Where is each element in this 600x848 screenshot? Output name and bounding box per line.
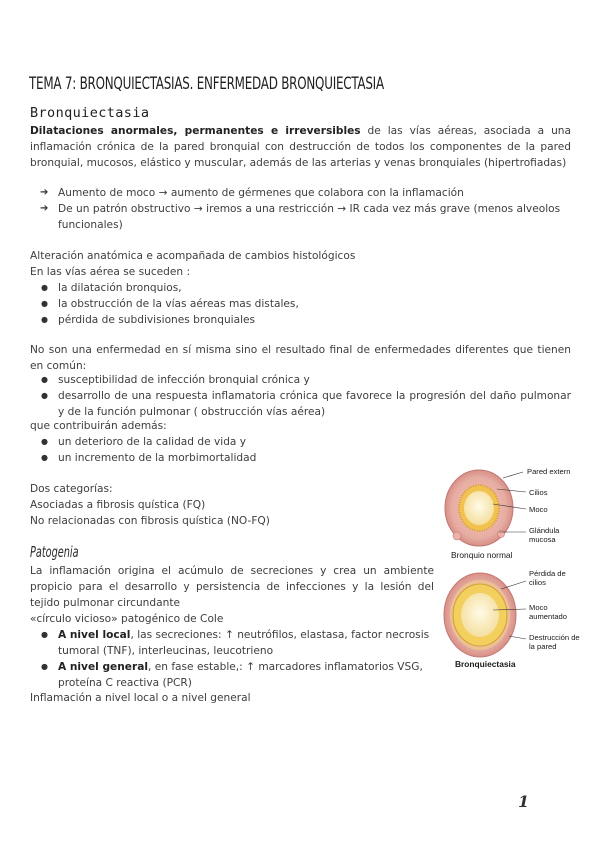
bullet-icon: ● (41, 630, 48, 639)
bullet-icon: ● (41, 662, 48, 671)
label-destruccion-pared: Destrucción de la pared (529, 633, 580, 651)
categorias-line: Dos categorías: (30, 483, 113, 495)
label-pared-externa: Pared extern (527, 467, 571, 476)
label-cilios: Cilios (529, 488, 548, 497)
normal-bronchus-drawing (445, 470, 513, 546)
arrow-list (30, 185, 575, 233)
inflamacion-line: Inflamación a nivel local o a nivel general (30, 692, 251, 704)
list-item: ● un incremento de la morbimortalidad (41, 452, 257, 464)
bronchiectasis-drawing (444, 573, 516, 657)
list-item: ● A nivel local, las secreciones: ↑ neutrófilos, elastasa, factor necrosis tumoral (TNF), interleucinas, leucotrieno (41, 629, 430, 657)
patogenia-list (30, 627, 440, 691)
label-moco: Moco (529, 505, 548, 514)
list-item: ● un deterioro de la calidad de vida y (41, 436, 247, 448)
page-title: TEMA 7: BRONQUIECTASIAS. ENFERMEDAD BRONQUIECTASIA (29, 74, 384, 94)
list-item: ➔ Aumento de moco → aumento de gérmenes que colabora con la inflamación (40, 187, 464, 199)
intro-rest: de las vías aéreas, asociada a una inflamación crónica de la pared bronquial con destrucción de todos los componentes de la pared bronquial, mucosos, elástico y muscular, además de las arterias y venas bronquiales (hipertrofiadas) (30, 125, 571, 169)
intro-paragraph (30, 123, 571, 171)
label-moco-aumentado: Moco aumentado (529, 603, 567, 621)
bullet-icon: ● (41, 453, 48, 462)
bullet-icon: ● (41, 283, 48, 292)
list-item: ➔ De un patrón obstructivo → iremos a una restricción → IR cada vez más grave (menos alveolos funcionales) (40, 203, 561, 231)
bullet-icon: ● (41, 315, 48, 324)
categoria-no-fq: No relacionadas con fibrosis quística (NO-FQ) (30, 515, 270, 527)
suceden-list (30, 280, 571, 328)
section-heading-bronquiectasia: Bronquiectasia (30, 105, 150, 121)
bullet-icon: ● (41, 375, 48, 384)
bronchus-figure (443, 464, 583, 672)
list-item: ● la dilatación bronquios, (41, 282, 182, 294)
circulo-vicioso-line: «círculo vicioso» patogénico de Cole (30, 613, 224, 625)
intro-bold: Dilataciones anormales, permanentes e irreversibles (30, 125, 361, 137)
list-item: ● susceptibilidad de infección bronquial crónica y (41, 374, 310, 386)
bullet-icon: ● (41, 391, 48, 400)
list-item: ● la obstrucción de la vías aéreas mas distales, (41, 298, 299, 310)
list-item: ● A nivel general, en fase estable,: ↑ marcadores inflamatorios VSG, proteína C reactiva (PCR) (41, 661, 423, 689)
categoria-fq: Asociadas a fibrosis quística (FQ) (30, 499, 206, 511)
list-item: ● pérdida de subdivisiones bronquiales (41, 314, 256, 326)
contribuiran-line: que contribuirán además: (30, 420, 167, 432)
alteracion-line: Alteración anatómica e acompañada de cambios histológicos (30, 250, 356, 262)
label-bronquiectasia: Bronquiectasia (455, 659, 516, 669)
patogenia-paragraph: La inflamación origina el acúmulo de secreciones y crea un ambiente propicio para el desarrollo y persistencia de infecciones y la lesión del tejido pulmonar circundante (30, 565, 434, 609)
bullet-icon: ● (41, 299, 48, 308)
label-glandula-mucosa: Glándula mucosa (529, 526, 560, 544)
section-heading-patogenia: Patogenia (30, 543, 79, 561)
arrow-icon: ➔ (40, 187, 49, 198)
label-perdida-cilios: Pérdida de cilios (529, 569, 566, 587)
arrow-icon: ➔ (40, 203, 49, 214)
no-son-paragraph: No son una enfermedad en sí misma sino el resultado final de enfermedades diferentes que tienen en común: (30, 344, 571, 372)
bullet-icon: ● (41, 437, 48, 446)
page-number: 1 (518, 792, 530, 811)
list-item: ● desarrollo de una respuesta inflamatoria crónica que favorece la progresión del daño pulmonar y de la función pulmonar ( obstrucción vías aérea) (41, 390, 571, 418)
suceden-line: En las vías aérea se suceden : (30, 266, 191, 278)
contribuiran-list (30, 434, 571, 466)
comun-list (30, 372, 571, 420)
label-bronquio-normal: Bronquio normal (451, 550, 513, 560)
